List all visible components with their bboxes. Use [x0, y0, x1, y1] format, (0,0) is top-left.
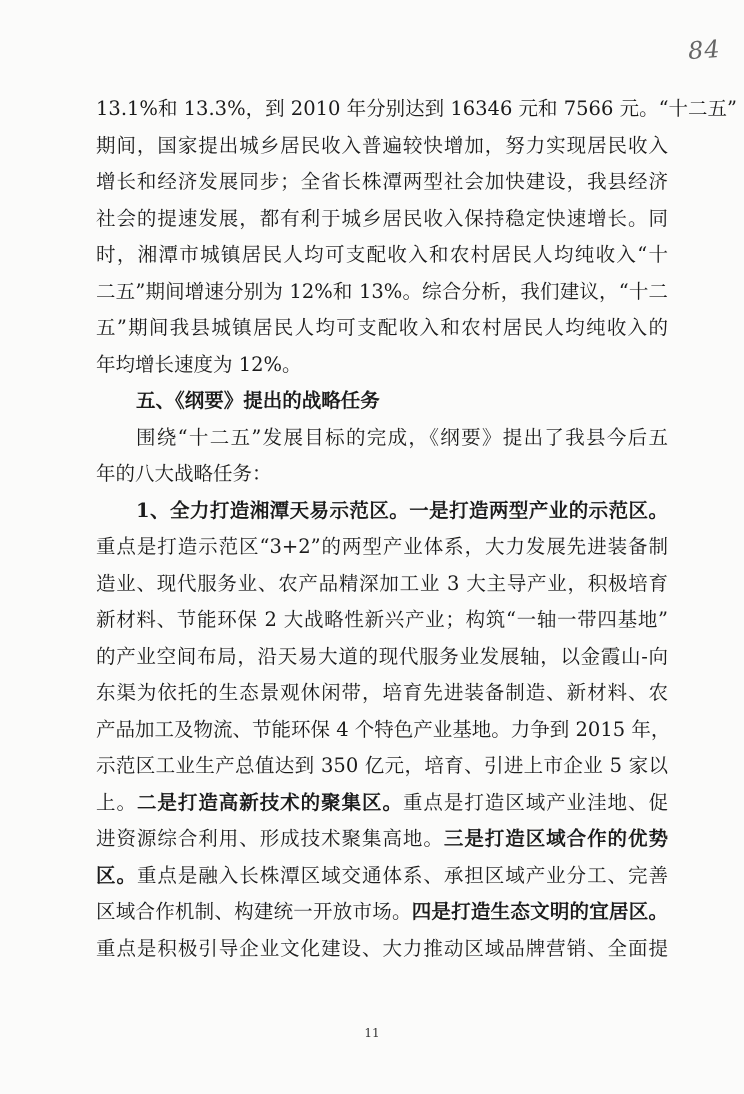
text-segment: 区域合作机制、构建统一开放市场。	[96, 900, 412, 923]
text-line: 时，湘潭市城镇居民人均可支配收入和农村居民人均纯收入“十	[96, 243, 668, 266]
bold-segment: 区。	[96, 863, 137, 887]
handwritten-page-number: 84	[687, 34, 722, 66]
text-segment: 重点是融入长株潭区域交通体系、承担区域产业分工、完善	[136, 863, 668, 887]
text-line: 期间，国家提出城乡居民收入普遍较快增加，努力实现居民收入	[96, 133, 668, 157]
text-line: 社会的提速发展，都有利于城乡居民收入保持稳定快速增长。同	[96, 206, 668, 230]
text-line-mixed	[96, 785, 668, 822]
bold-segment: 三是打造区域合作的优势	[443, 827, 668, 850]
text-line-mixed	[96, 858, 668, 895]
text-line: 东渠为依托的生态景观休闲带，培育先进装备制造、新材料、农	[96, 681, 668, 704]
text-line-mixed	[96, 821, 668, 858]
text-line: 围绕“十二五”发展目标的完成，《纲要》提出了我县今后五	[136, 425, 668, 449]
text-line: 13.1%和 13.3%，到 2010 年分别达到 16346 元和 7566 元。“十二五”	[96, 97, 738, 120]
text-line: 五”期间我县城镇居民人均可支配收入和农村居民人均纯收入的	[96, 316, 668, 339]
text-line: 重点是积极引导企业文化建设、大力推动区域品牌营销、全面提	[96, 936, 668, 960]
text-line: 二五”期间增速分别为 12%和 13%。综合分析，我们建议，“十二	[96, 279, 668, 303]
text-line: 增长和经济发展同步；全省长株潭两型社会加快建设，我县经济	[96, 170, 668, 193]
text-line: 新材料、节能环保 2 大战略性新兴产业；构筑“一轴一带四基地”	[96, 608, 668, 631]
text-line: 造业、现代服务业、农产品精深加工业 3 大主导产业，积极培育	[96, 571, 668, 595]
text-line: 重点是打造示范区“3+2”的两型产业体系，大力发展先进装备制	[96, 535, 668, 558]
text-segment: 重点是打造区域产业洼地、促	[402, 790, 668, 814]
text-line: 年的八大战略任务：	[96, 462, 272, 485]
subsection-heading-line: 1、全力打造湘潭天易示范区。一是打造两型产业的示范区。	[136, 498, 668, 522]
text-segment: 进资源综合利用、形成技术聚集高地。	[96, 827, 444, 850]
body-text	[96, 91, 738, 967]
text-segment: 上。	[96, 790, 137, 814]
text-line: 的产业空间布局，沿天易大道的现代服务业发展轴，以金霞山-向	[96, 644, 668, 668]
text-line-mixed	[96, 894, 668, 931]
section-heading: 五、《纲要》提出的战略任务	[136, 389, 380, 412]
page-number: 11	[364, 1026, 380, 1040]
bold-segment: 二是打造高新技术的聚集区。	[136, 790, 403, 814]
bold-segment: 四是打造生态文明的宜居区。	[411, 900, 668, 923]
text-line: 示范区工业生产总值达到 350 亿元，培育、引进上市企业 5 家以	[96, 754, 668, 777]
text-line: 年均增长速度为 12%。	[96, 352, 302, 376]
text-line: 产品加工及物流、节能环保 4 个特色产业基地。力争到 2015 年，	[96, 717, 671, 741]
